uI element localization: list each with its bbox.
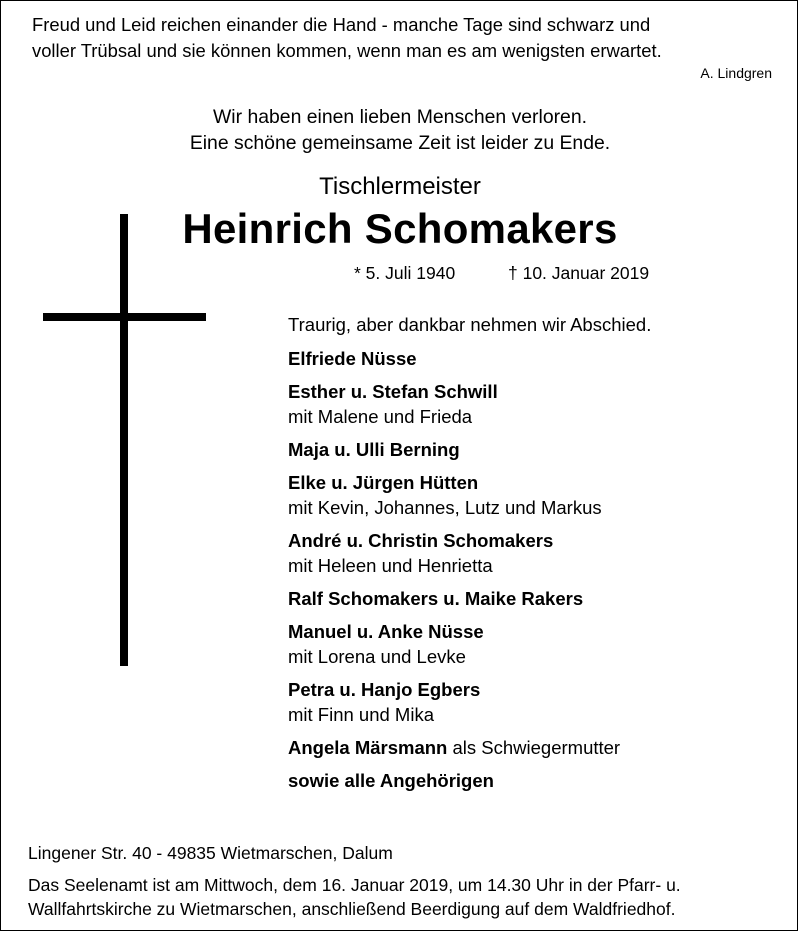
mourner-entry: [288, 619, 788, 669]
service-info: [28, 873, 681, 921]
mourner-entry: [288, 586, 788, 611]
mourner-entries: [288, 346, 788, 793]
mourner-name: sowie alle Angehörigen: [288, 770, 494, 791]
mourner-name: Ralf Schomakers u. Maike Rakers: [288, 588, 584, 609]
occupation: Tischlermeister: [319, 173, 481, 200]
mourner-name: Manuel u. Anke Nüsse: [288, 621, 484, 642]
mourner-entry: [288, 677, 788, 727]
quote: [32, 12, 662, 64]
death-date: † 10. Januar 2019: [508, 263, 650, 283]
intro-line-2: Eine schöne gemeinsame Zeit ist leider zu Ende.: [189, 132, 611, 154]
mourner-name: Esther u. Stefan Schwill: [288, 381, 498, 402]
address: Lingener Str. 40 - 49835 Wietmarschen, Dalum: [28, 843, 393, 863]
mourner-children: mit Lorena und Levke: [288, 646, 466, 667]
birth-date: * 5. Juli 1940: [354, 263, 456, 283]
mourner-children: mit Finn und Mika: [288, 704, 434, 725]
mourner-name: Maja u. Ulli Berning: [288, 439, 460, 460]
mourner-name: André u. Christin Schomakers: [288, 530, 554, 551]
mourner-entry: [288, 379, 788, 429]
cross-horizontal-bar: [43, 313, 206, 321]
mourner-entry: [288, 528, 788, 578]
intro-text: [0, 104, 800, 156]
service-line-1: Das Seelenamt ist am Mittwoch, dem 16. Januar 2019, um 14.30 Uhr in der Pfarr- u.: [28, 875, 681, 895]
service-line-2: Wallfahrtskirche zu Wietmarschen, anschließend Beerdigung auf dem Waldfriedhof.: [28, 899, 676, 919]
mourner-name: Angela Märsmann: [288, 737, 448, 758]
mourner-entry: [288, 437, 788, 462]
mourner-name: Elke u. Jürgen Hütten: [288, 472, 479, 493]
mourner-children: mit Kevin, Johannes, Lutz und Markus: [288, 497, 602, 518]
quote-line-1: Freud und Leid reichen einander die Hand - manche Tage sind schwarz und: [32, 14, 651, 35]
deceased-name: Heinrich Schomakers: [182, 205, 618, 252]
quote-line-2: voller Trübsal und sie können kommen, wenn man es am wenigsten erwartet.: [32, 40, 662, 61]
mourner-entry: [288, 346, 788, 371]
mourner-name: Elfriede Nüsse: [288, 348, 417, 369]
mourners-list: [288, 312, 788, 801]
farewell-text: Traurig, aber dankbar nehmen wir Abschied.: [288, 314, 652, 335]
mourner-entry: [288, 735, 788, 760]
cross-vertical-bar: [120, 214, 128, 666]
mourner-relation: als Schwiegermutter: [447, 737, 621, 758]
mourner-entry: [288, 768, 788, 793]
mourner-entry: [288, 470, 788, 520]
mourner-children: mit Malene und Frieda: [288, 406, 473, 427]
intro-line-1: Wir haben einen lieben Menschen verloren.: [212, 106, 588, 128]
mourner-name: Petra u. Hanjo Egbers: [288, 679, 481, 700]
mourner-children: mit Heleen und Henrietta: [288, 555, 493, 576]
quote-author: A. Lindgren: [700, 65, 772, 81]
